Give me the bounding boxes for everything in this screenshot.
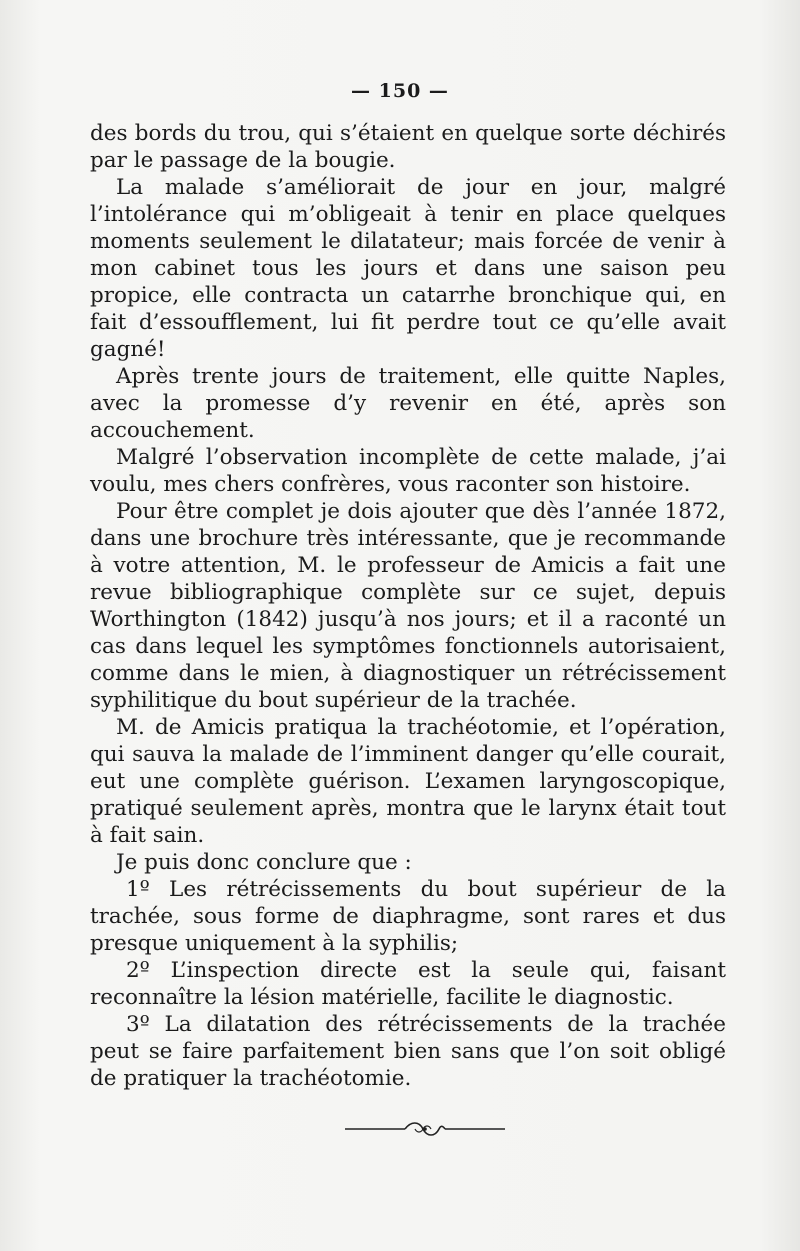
conclusion-item: 1º Les rétrécissements du bout supérieur de la trachée, sous forme de diaphragme, sont rares et dus presque uniquement à la syphilis; <box>90 877 726 956</box>
body-text <box>90 120 726 1092</box>
paragraph: La malade s’améliorait de jour en jour, malgré l’intolérance qui m’obligeait à tenir en place quelques moments seulement le dilatateur; mais forcée de venir à mon cabinet tous les jours et dans une saison peu propice, elle contracta un catarrhe bronchique qui, en fait d’essoufflement, lui fit perdre tout ce qu’elle avait gagné! <box>90 175 726 362</box>
paragraph: Pour être complet je dois ajouter que dès l’année 1872, dans une brochure très intéressante, que je recommande à votre attention, M. le professeur de Amicis a fait une revue bibliographique complète sur ce sujet, depuis Worthington (1842) jusqu’à nos jours; et il a raconté un cas dans lequel les symptômes fonctionnels autorisaient, comme dans le mien, à diagnostiquer un rétrécissement syphilitique du bout supérieur de la trachée. <box>90 499 726 713</box>
conclusion-item: 2º L’inspection directe est la seule qui, faisant reconnaître la lésion matérielle, facilite le diagnostic. <box>90 958 726 1010</box>
paragraph: Je puis donc conclure que : <box>116 850 412 875</box>
conclusion-item: 3º La dilatation des rétrécissements de la trachée peut se faire parfaitement bien sans que l’on soit obligé de pratiquer la trachéotomie. <box>90 1012 726 1091</box>
paragraph: Malgré l’observation incomplète de cette malade, j’ai voulu, mes chers confrères, vous raconter son histoire. <box>90 445 726 497</box>
paragraph: M. de Amicis pratiqua la trachéotomie, et l’opération, qui sauva la malade de l’imminent danger qu’elle courait, eut une complète guérison. L’examen laryngoscopique, pratiqué seulement après, montra que le larynx était tout à fait sain. <box>90 715 726 848</box>
paragraph: des bords du trou, qui s’étaient en quelque sorte déchirés par le passage de la bougie. <box>90 121 726 173</box>
page-number: — 150 — <box>351 80 449 102</box>
ornament-divider-icon <box>345 1118 505 1140</box>
paragraph: Après trente jours de traitement, elle quitte Naples, avec la promesse d’y revenir en été, après son accouchement. <box>90 364 726 443</box>
